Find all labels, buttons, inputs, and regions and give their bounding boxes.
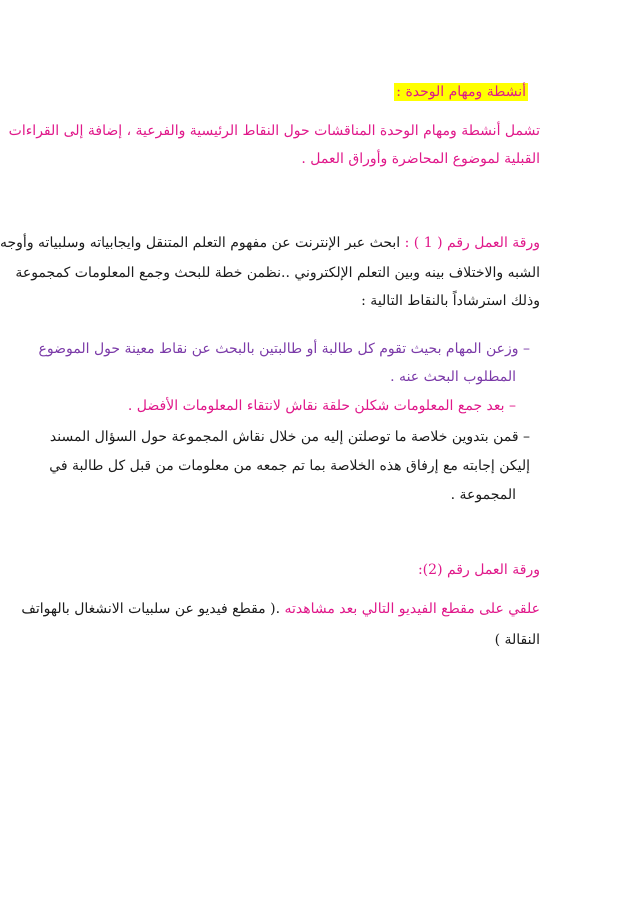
intro-line-2: القبلية لموضوع المحاضرة وأوراق العمل . — [301, 151, 540, 167]
intro-line-1: تشمل أنشطة ومهام الوحدة المناقشات حول النقاط الرئيسية والفرعية ، إضافة إلى القراءات — [8, 123, 540, 139]
worksheet-1-label: ورقة العمل رقم ( 1 ) : — [404, 235, 540, 251]
bullet-discussion-circle: – بعد جمع المعلومات شكلن حلقة نقاش لانتقاء المعلومات الأفضل . — [127, 398, 516, 414]
section-heading — [394, 82, 528, 102]
bullet-distribute-tasks: – وزعن المهام بحيث تقوم كل طالبة أو طالبتين بالبحث عن نقاط معينة حول الموضوع — [38, 341, 530, 357]
worksheet-1-text: ابحث عبر الإنترنت عن مفهوم التعلم المتنقل وايجابياته وسلبياته وأوجه — [0, 235, 401, 251]
worksheet-1-line-2: الشبه والاختلاف بينه وبين التعلم الإلكتروني ..نظمن خطة للبحث وجمع المعلومات كمجموعة — [15, 265, 540, 281]
bullet-summary-cont-1: إليكن إجابته مع إرفاق هذه الخلاصة بما تم جمعه من معلومات من قبل كل طالبة في — [49, 458, 530, 474]
worksheet-1-line-3: وذلك استرشاداً بالنقاط التالية : — [361, 293, 540, 309]
bullet-summary-cont-2: المجموعة . — [450, 487, 516, 503]
highlighted-heading: أنشطة ومهام الوحدة : — [396, 84, 526, 100]
bullet-summary: – قمن بتدوين خلاصة ما توصلتن إليه من خلال نقاش المجموعة حول السؤال المسند — [49, 429, 530, 445]
worksheet-2-line-1 — [21, 599, 540, 619]
worksheet-2-instruction: علقي على مقطع الفيديو التالي بعد مشاهدته — [284, 601, 540, 617]
worksheet-2-line-2: النقالة ) — [494, 632, 540, 648]
worksheet-2-label: ورقة العمل رقم (2): — [417, 562, 540, 578]
worksheet-2-video-note: .( مقطع فيديو عن سلبيات الانشغال بالهواتف — [21, 601, 281, 617]
bullet-distribute-tasks-cont: المطلوب البحث عنه . — [390, 369, 516, 385]
worksheet-1-line-1 — [0, 233, 540, 253]
